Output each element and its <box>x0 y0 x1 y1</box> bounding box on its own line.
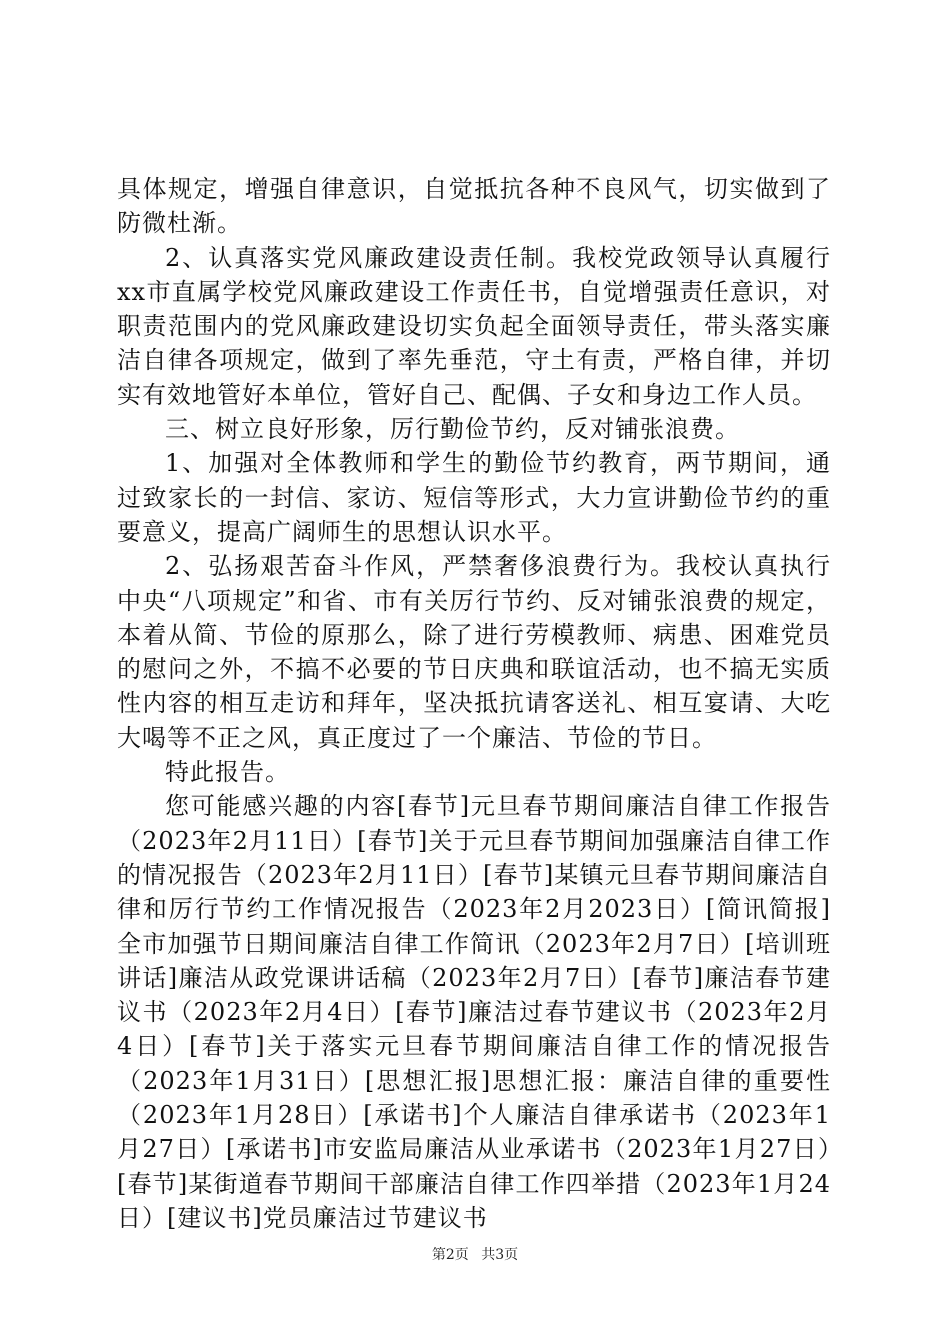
paragraph-related-content: 您可能感兴趣的内容[春节]元旦春节期间廉洁自律工作报告（2023年2月11日）[春节]关于元旦春节期间加强廉洁自律工作的情况报告（2023年2月11日）[春节]某镇元旦春节期间廉洁自律和厉行节约工作情况报告（2023年2月2023日）[简讯简报]全市加强节日期间廉洁自律工作简讯（2023年2月7日）[培训班讲话]廉洁从政党课讲话稿（2023年2月7日）[春节]廉洁春节建议书（2023年2月4日）[春节]廉洁过春节建议书（2023年2月4日）[春节]关于落实元旦春节期间廉洁自律工作的情况报告（2023年1月31日）[思想汇报]思想汇报：廉洁自律的重要性（2023年1月28日）[承诺书]个人廉洁自律承诺书（2023年1月27日）[承诺书]市安监局廉洁从业承诺书（2023年1月27日）[春节]某街道春节期间干部廉洁自律工作四举措（2023年1月24日）[建议书]党员廉洁过节建议书 <box>117 792 831 1232</box>
page-footer <box>0 1245 950 1265</box>
page-number: 第2页 <box>431 1247 469 1263</box>
page-total: 共3页 <box>481 1247 519 1263</box>
paragraph-responsibility: 2、认真落实党风廉政建设责任制。我校党政领导认真履行xx市直属学校党风廉政建设工作责任书，自觉增强责任意识，对职责范围内的党风廉政建设切实负起全面领导责任，带头落实廉洁自律各项规定，做到了率先垂范，守土有责，严格自律，并切实有效地管好本单位，管好自己、配偶、子女和身边工作人员。 <box>117 243 831 409</box>
paragraph-hard-work: 2、弘扬艰苦奋斗作风，严禁奢侈浪费行为。我校认真执行中央“八项规定”和省、市有关厉行节约、反对铺张浪费的规定，本着从简、节俭的原那么，除了进行劳模教师、病患、困难党员的慰问之外，不搞不必要的节日庆典和联谊活动，也不搞无实质性内容的相互走访和拜年，坚决抵抗请客送礼、相互宴请、大吃大喝等不正之风，真正度过了一个廉洁、节俭的节日。 <box>117 552 831 752</box>
document-body <box>117 172 831 1235</box>
paragraph-frugality-education: 1、加强对全体教师和学生的勤俭节约教育，两节期间，通过致家长的一封信、家访、短信等形式，大力宣讲勤俭节约的重要意义，提高广阔师生的思想认识水平。 <box>117 449 831 546</box>
section-heading-three: 三、树立良好形象，厉行勤俭节约，反对铺张浪费。 <box>165 415 740 444</box>
paragraph-closing: 特此报告。 <box>165 758 290 787</box>
paragraph-continuation: 具体规定，增强自律意识，自觉抵抗各种不良风气，切实做到了防微杜渐。 <box>117 175 831 238</box>
